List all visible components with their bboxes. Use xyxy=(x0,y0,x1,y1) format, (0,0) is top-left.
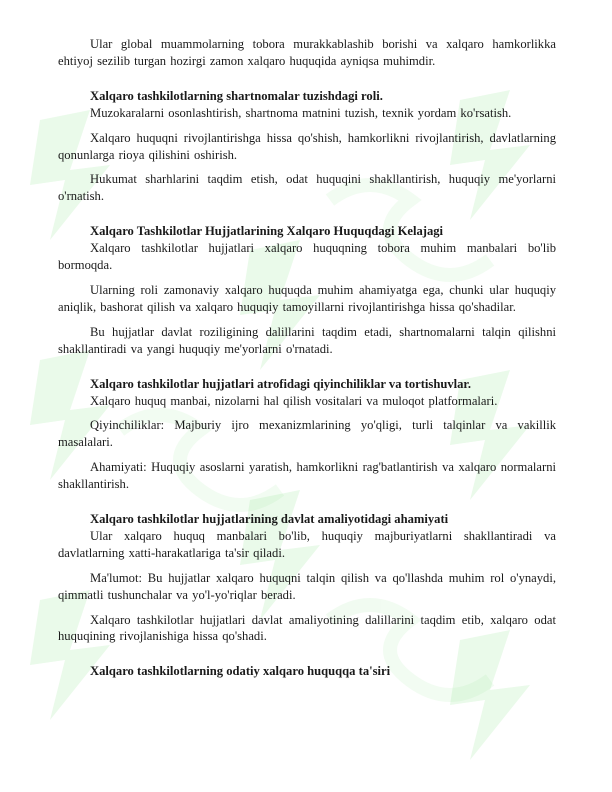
section-heading: Xalqaro Tashkilotlar Hujjatlarining Xalqaro Huquqdagi Kelajagi xyxy=(90,224,444,239)
document-body xyxy=(58,36,556,680)
paragraph: Bu hujjatlar davlat roziligining dalillarini taqdim etadi, shartnomalarni talqin qilishni shakllantiradi va yangi huquqiy me'yorlarni o'rnatadi. xyxy=(58,324,556,356)
section-gap xyxy=(58,501,556,511)
section-gap xyxy=(58,366,556,376)
section-gap xyxy=(58,653,556,663)
paragraph: Xalqaro tashkilotlar hujjatlari davlat amaliyotining dalillarini taqdim etib, xalqaro odat huquqining rivojlanishiga hissa qo'shadi. xyxy=(58,612,556,644)
section-heading: Xalqaro tashkilotlarning odatiy xalqaro huquqqa ta'siri xyxy=(90,664,391,679)
paragraph: Muzokaralarni osonlashtirish, shartnoma matnini tuzish, texnik yordam ko'rsatish. xyxy=(90,105,512,120)
section-heading: Xalqaro tashkilotlar hujjatlarining davlat amaliyotidagi ahamiyati xyxy=(90,512,449,527)
section-heading: Xalqaro tashkilotlar hujjatlari atrofidagi qiyinchiliklar va tortishuvlar. xyxy=(90,376,472,391)
paragraph: Xalqaro huquq manbai, nizolarni hal qilish vositalari va muloqot platformalari. xyxy=(90,393,498,408)
paragraph: Qiyinchiliklar: Majburiy ijro mexanizmlarining yo'qligi, turli talqinlar va vakillik masalalari. xyxy=(58,418,556,450)
paragraph: Ma'lumot: Bu hujjatlar xalqaro huquqni talqin qilish va qo'llashda muhim rol o'ynaydi, qimmatli tushunchalar va yo'l-yo'riqlar beradi. xyxy=(58,570,556,602)
paragraph: Hukumat sharhlarini taqdim etish, odat huquqini shakllantirish, huquqiy me'yorlarni o'rnatish. xyxy=(58,172,556,204)
paragraph: Ahamiyati: Huquqiy asoslarni yaratish, hamkorlikni rag'batlantirish va xalqaro normalarni shakllantirish. xyxy=(58,460,556,492)
paragraph: Ular xalqaro huquq manbalari bo'lib, huquqiy majburiyatlarni shakllantiradi va davlatlarning xatti-harakatlariga ta'sir qiladi. xyxy=(58,528,556,560)
paragraph: Ular global muammolarning tobora murakkablashib borishi va xalqaro hamkorlikka ehtiyoj sezilib turgan hozirgi zamon xalqaro huquqida ayniqsa muhimdir. xyxy=(58,37,556,68)
paragraph: Xalqaro tashkilotlar hujjatlari xalqaro huquqning tobora muhim manbalari bo'lib bormoqda. xyxy=(58,241,556,273)
section-gap xyxy=(58,78,556,88)
section-heading: Xalqaro tashkilotlarning shartnomalar tuzishdagi roli. xyxy=(90,88,383,103)
paragraph: Xalqaro huquqni rivojlantirishga hissa qo'shish, hamkorlikni rivojlantirish, davlatlarning qonunlarga rioya qilishini oshirish. xyxy=(58,130,556,162)
section-gap xyxy=(58,213,556,223)
paragraph: Ularning roli zamonaviy xalqaro huquqda muhim ahamiyatga ega, chunki ular huquqiy aniqlik, bashorat qilish va xalqaro huquqiy tamoyillarni rivojlantirishga hissa qo'shadilar. xyxy=(58,282,556,314)
